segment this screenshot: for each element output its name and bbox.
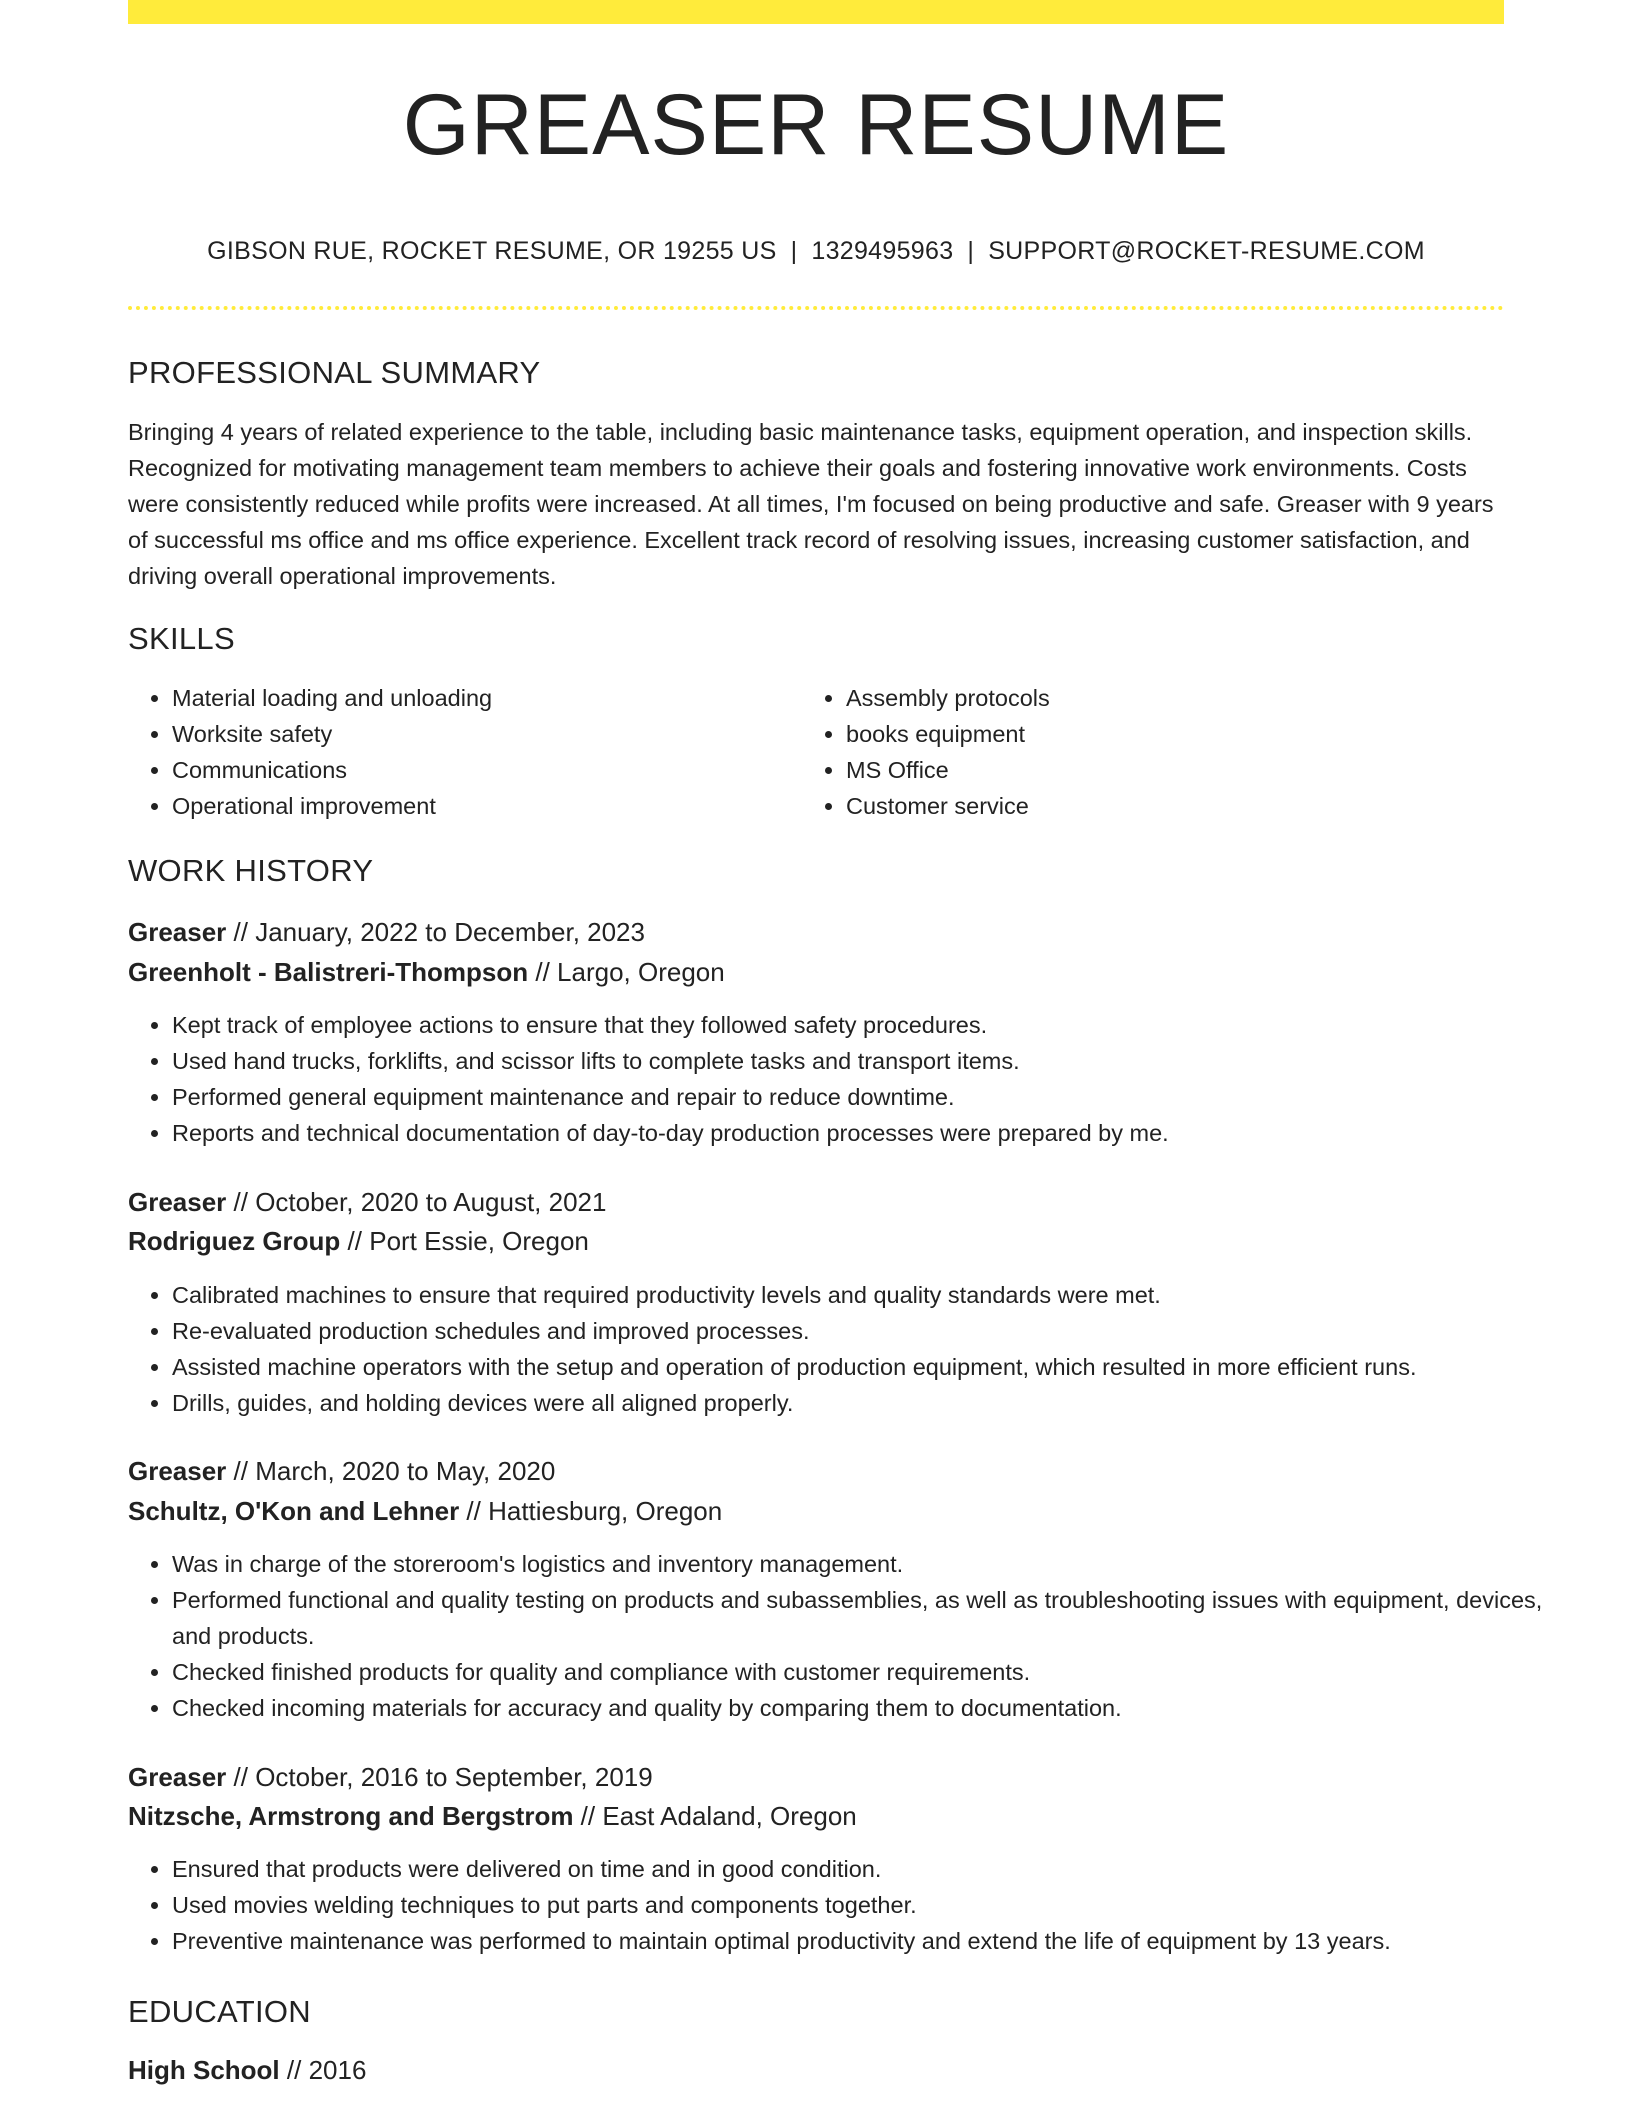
job-company-line: [128, 957, 725, 988]
education-heading: EDUCATION: [128, 1994, 311, 2029]
job-bullet: • Preventive maintenance was performed to maintain optimal productivity and extend the life of equipment by 13 years.: [172, 1923, 1548, 1959]
job-bullet: • Kept track of employee actions to ensure that they followed safety procedures.: [172, 1007, 1548, 1043]
job-bullet: • Performed functional and quality testing on products and subassemblies, as well as troubleshooting issues with equipment, devices, and products.: [172, 1582, 1548, 1654]
skill-item: • Material loading and unloading: [172, 680, 792, 716]
skill-item: • Communications: [172, 752, 792, 788]
work-history-heading: WORK HISTORY: [128, 853, 374, 888]
job-bullets: [128, 1546, 1548, 1726]
job-company: Greenholt - Balistreri-Thompson: [128, 957, 529, 987]
job-bullet: • Reports and technical documentation of day-to-day production processes were prepared by me.: [172, 1115, 1548, 1151]
job-company-line: [128, 1226, 589, 1257]
contact-separator: |: [967, 237, 975, 265]
job-dates: // October, 2020 to August, 2021: [226, 1187, 607, 1217]
job-title: Greaser: [128, 1187, 227, 1217]
contact-separator: |: [790, 237, 798, 265]
job-location: // Largo, Oregon: [528, 957, 725, 987]
job-dates: // March, 2020 to May, 2020: [226, 1456, 556, 1486]
resume-title: GREASER RESUME: [402, 77, 1230, 173]
job-bullets: [128, 1007, 1548, 1151]
job-company-line: [128, 1496, 722, 1527]
skill-item: • MS Office: [846, 752, 1466, 788]
skill-item: • Assembly protocols: [846, 680, 1466, 716]
skills-list-right: [802, 680, 1466, 824]
contact-line: [128, 236, 1504, 266]
job-dates: // October, 2016 to September, 2019: [226, 1762, 653, 1792]
job-title-line: [128, 1456, 555, 1487]
job-title-line: [128, 1187, 606, 1218]
contact-phone: 1329495963: [811, 237, 954, 265]
summary-heading: PROFESSIONAL SUMMARY: [128, 355, 541, 390]
job-bullet: • Checked finished products for quality and compliance with customer requirements.: [172, 1654, 1548, 1690]
job-title: Greaser: [128, 1456, 227, 1486]
job-location: // Hattiesburg, Oregon: [459, 1496, 723, 1526]
contact-address: GIBSON RUE, ROCKET RESUME, OR 19255 US: [207, 237, 777, 265]
summary-text: Bringing 4 years of related experience to the table, including basic maintenance tasks, equipment operation, and inspection skills. Recognized for motivating management team members to achieve their goals and fostering innovative work environments. Costs were consistently reduced while profits were increased. At all times, I'm focused on being productive and safe. Greaser with 9 years of successful ms office and ms office experience. Excellent track record of resolving issues, increasing customer satisfaction, and driving overall operational improvements.: [128, 419, 1494, 589]
job-bullets: [128, 1277, 1548, 1421]
skill-item: • books equipment: [846, 716, 1466, 752]
job-dates: // January, 2022 to December, 2023: [226, 917, 645, 947]
skill-item: • Worksite safety: [172, 716, 792, 752]
job-title-line: [128, 917, 645, 948]
skills-heading: SKILLS: [128, 621, 235, 656]
skill-item: • Operational improvement: [172, 788, 792, 824]
job-bullet: • Was in charge of the storeroom's logistics and inventory management.: [172, 1546, 1548, 1582]
education-year: // 2016: [279, 2055, 367, 2085]
contact-email: SUPPORT@ROCKET-RESUME.COM: [988, 237, 1425, 265]
job-bullet: • Re-evaluated production schedules and improved processes.: [172, 1313, 1548, 1349]
job-location: // Port Essie, Oregon: [340, 1226, 589, 1256]
job-bullet: • Used movies welding techniques to put parts and components together.: [172, 1887, 1548, 1923]
skills-list-left: [128, 680, 792, 824]
education-line: [128, 2055, 366, 2086]
header-divider: [128, 306, 1504, 310]
top-accent-bar: [128, 0, 1504, 24]
job-title: Greaser: [128, 917, 227, 947]
job-company: Rodriguez Group: [128, 1226, 341, 1256]
job-bullet: • Used hand trucks, forklifts, and scissor lifts to complete tasks and transport items.: [172, 1043, 1548, 1079]
job-bullet: • Calibrated machines to ensure that required productivity levels and quality standards were met.: [172, 1277, 1548, 1313]
job-location: // East Adaland, Oregon: [573, 1801, 857, 1831]
job-bullets: [128, 1851, 1548, 1959]
job-bullet: • Drills, guides, and holding devices were all aligned properly.: [172, 1385, 1548, 1421]
job-bullet: • Assisted machine operators with the setup and operation of production equipment, which resulted in more efficient runs.: [172, 1349, 1548, 1385]
education-degree: High School: [128, 2055, 280, 2085]
job-bullet: • Ensured that products were delivered on time and in good condition.: [172, 1851, 1548, 1887]
job-company-line: [128, 1801, 857, 1832]
job-company: Schultz, O'Kon and Lehner: [128, 1496, 460, 1526]
job-bullet: • Checked incoming materials for accuracy and quality by comparing them to documentation.: [172, 1690, 1548, 1726]
skill-item: • Customer service: [846, 788, 1466, 824]
job-title: Greaser: [128, 1762, 227, 1792]
job-company: Nitzsche, Armstrong and Bergstrom: [128, 1801, 574, 1831]
job-title-line: [128, 1762, 653, 1793]
job-bullet: • Performed general equipment maintenance and repair to reduce downtime.: [172, 1079, 1548, 1115]
